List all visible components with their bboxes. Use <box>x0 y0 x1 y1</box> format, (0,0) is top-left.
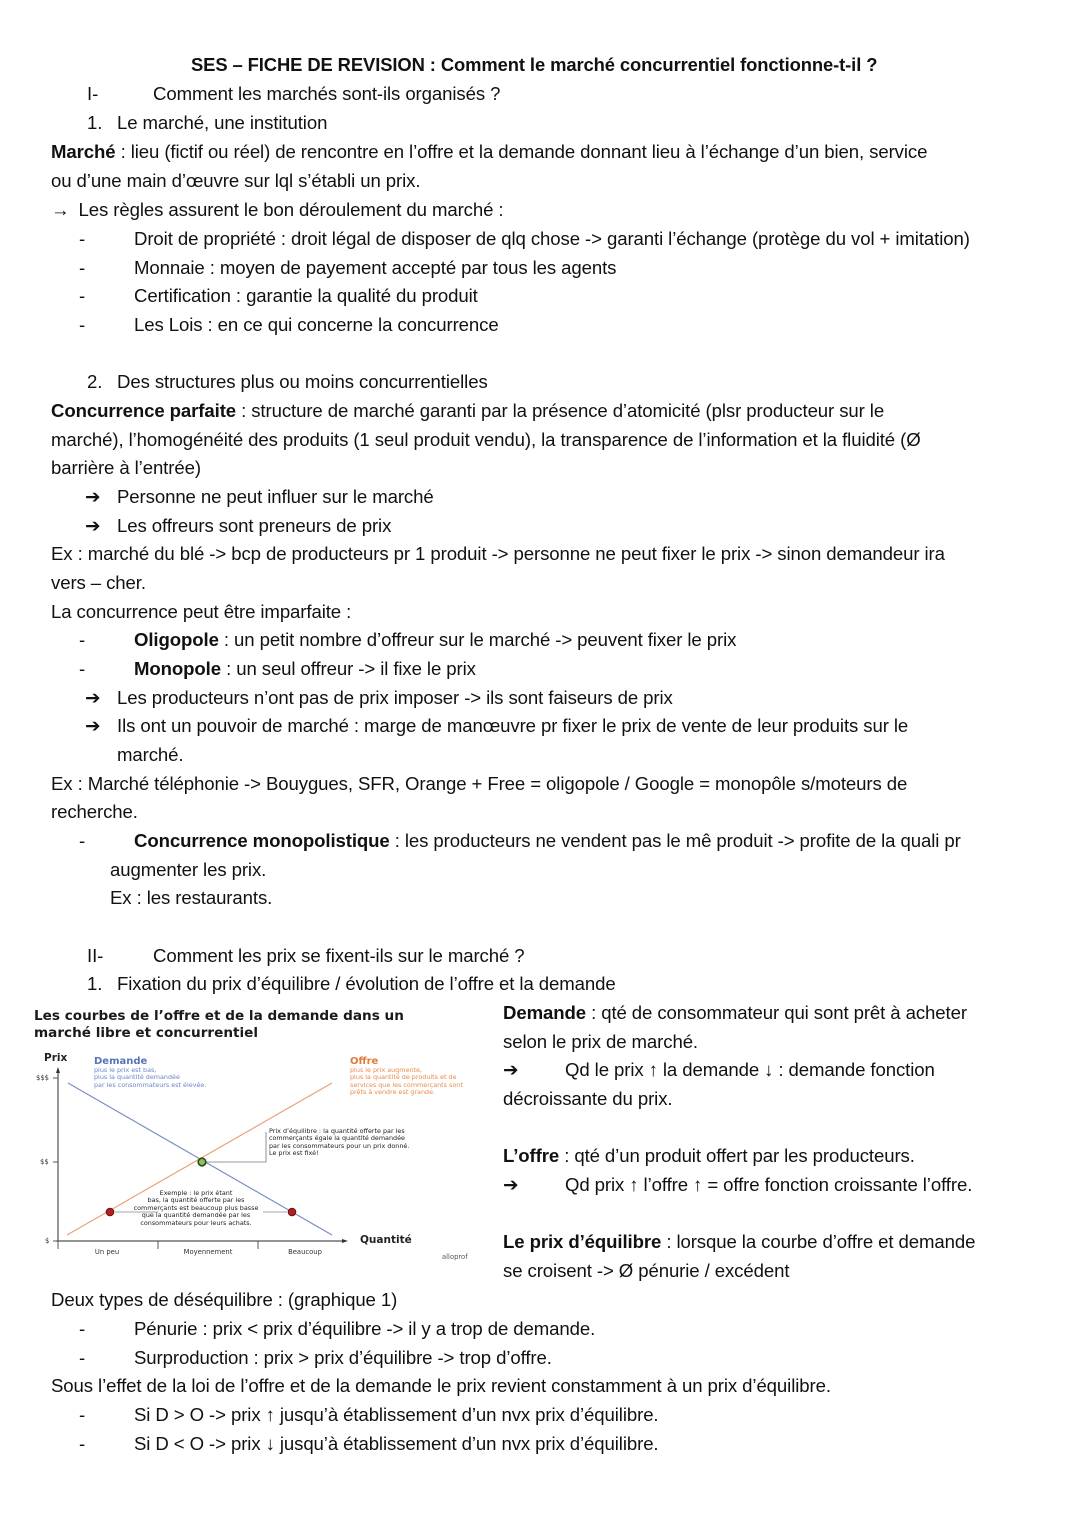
list-item: - Si D < O -> prix ↓ jusqu’à établissement d’un nvx prix d’équilibre. <box>79 1433 659 1454</box>
y-axis-label: Prix <box>44 1052 68 1064</box>
subsection-2-1-heading: 1. Fixation du prix d’équilibre / évolution de l’offre et la demande <box>87 973 616 994</box>
x-axis-label: Quantité <box>360 1234 412 1246</box>
rules-intro: → Les règles assurent le bon déroulement du marché : <box>51 199 504 220</box>
section-1-heading: I- Comment les marchés sont-ils organisés ? <box>87 83 501 104</box>
chart-source-logo: alloprof <box>442 1253 468 1261</box>
list-item: ➔ Les offreurs sont preneurs de prix <box>85 512 391 541</box>
list-item: - Surproduction : prix > prix d’équilibre -> trop d’offre. <box>79 1347 552 1368</box>
definition-prix-equilibre-cont: se croisent -> Ø pénurie / excédent <box>503 1260 790 1281</box>
definition-offre: L’offre : qté d’un produit offert par les producteurs. <box>503 1145 915 1166</box>
supply-demand-chart <box>30 1005 490 1265</box>
supply-legend: Offre plus le prix augmente, plus la quantité de produits et de services que les commerçants sont prêts à vendre est grande. <box>350 1056 463 1097</box>
equilibrium-annotation: Prix d’équilibre : la quantité offerte par les commerçants égale la quantité demandée par les consommateurs pour un prix donné. Le prix est fixé! <box>269 1127 410 1158</box>
list-item: - Concurrence monopolistique : les producteurs ne vendent pas le mê produit -> profite de la quali pr <box>79 830 961 851</box>
subsection-1-2-heading: 2. Des structures plus ou moins concurrentielles <box>87 371 488 392</box>
demand-legend: Demande plus le prix est bas, plus la quantité demandée par les consommateurs est élevée. <box>94 1056 207 1089</box>
demand-consequence-cont: décroissante du prix. <box>503 1088 673 1109</box>
demand-consequence: ➔ Qd le prix ↑ la demande ↓ : demande fonction <box>503 1056 935 1085</box>
definition-demande: Demande : qté de consommateur qui sont prêt à acheter <box>503 1002 967 1023</box>
list-item: - Monopole : un seul offreur -> il fixe le prix <box>79 658 476 679</box>
list-item: - Les Lois : en ce qui concerne la concurrence <box>79 314 499 335</box>
y-tick-label: $$ <box>40 1158 49 1166</box>
right-arrow-icon: ➔ <box>503 1174 519 1195</box>
example-telephonie-cont: recherche. <box>51 801 138 822</box>
example-restaurants: Ex : les restaurants. <box>110 887 273 908</box>
definition-marche: Marché : lieu (fictif ou réel) de rencontre en l’offre et la demande donnant lieu à l’échange d’un bien, service <box>51 141 928 162</box>
subsection-1-1-heading: 1. Le marché, une institution <box>87 112 328 133</box>
right-arrow-icon: ➔ <box>85 515 101 536</box>
y-tick-label: $$$ <box>36 1074 49 1082</box>
list-item: - Oligopole : un petit nombre d’offreur sur le marché -> peuvent fixer le prix <box>79 629 737 650</box>
list-item: - Pénurie : prix < prix d’équilibre -> il y a trop de demande. <box>79 1318 596 1339</box>
right-arrow-icon: ➔ <box>85 715 101 736</box>
list-item: - Si D > O -> prix ↑ jusqu’à établissement d’un nvx prix d’équilibre. <box>79 1404 659 1425</box>
definition-concurrence-parfaite-cont: marché), l’homogénéité des produits (1 seul produit vendu), la transparence de l’information et la fluidité (Ø <box>51 429 921 450</box>
y-tick-label: $ <box>45 1237 50 1245</box>
list-item: ➔ Ils ont un pouvoir de marché : marge de manœuvre pr fixer le prix de vente de leur produits sur le <box>85 712 908 741</box>
list-item: - Droit de propriété : droit légal de disposer de qlq chose -> garanti l’échange (protège du vol + imitation) <box>79 228 970 249</box>
example-ble-cont: vers – cher. <box>51 572 146 593</box>
x-tick-label: Un peu <box>94 1248 120 1256</box>
x-tick-label: Moyennement <box>183 1248 233 1256</box>
definition-concurrence-parfaite-cont: barrière à l’entrée) <box>51 457 201 478</box>
law-text: Sous l’effet de la loi de l’offre et de la demande le prix revient constamment à un prix d’équilibre. <box>51 1375 831 1396</box>
right-arrow-icon: ➔ <box>85 687 101 708</box>
list-item: ➔ Personne ne peut influer sur le marché <box>85 483 434 512</box>
page-title: SES – FICHE DE REVISION : Comment le marché concurrentiel fonctionne-t-il ? <box>191 54 878 75</box>
x-tick-label: Beaucoup <box>288 1248 322 1256</box>
definition-prix-equilibre: Le prix d’équilibre : lorsque la courbe d’offre et demande <box>503 1231 976 1252</box>
right-arrow-icon: ➔ <box>503 1059 519 1080</box>
right-arrow-icon: → <box>51 199 70 220</box>
imbalance-intro: Deux types de déséquilibre : (graphique 1) <box>51 1289 398 1310</box>
chart-title: Les courbes de l’offre et de la demande dans un marché libre et concurrentiel <box>34 1008 404 1041</box>
example-telephonie: Ex : Marché téléphonie -> Bouygues, SFR, Orange + Free = oligopole / Google = monopôle s/moteurs de <box>51 773 908 794</box>
list-item: - Certification : garantie la qualité du produit <box>79 285 478 306</box>
section-2-heading: II- Comment les prix se fixent-ils sur le marché ? <box>87 945 525 966</box>
imperfect-intro: La concurrence peut être imparfaite : <box>51 601 352 622</box>
list-item-cont: augmenter les prix. <box>110 859 267 880</box>
list-item: - Monnaie : moyen de payement accepté par tous les agents <box>79 257 617 278</box>
list-item-cont: marché. <box>117 744 184 765</box>
definition-marche-cont: ou d’une main d’œuvre sur lql s’établi un prix. <box>51 170 421 191</box>
definition-concurrence-parfaite: Concurrence parfaite : structure de marché garanti par la présence d’atomicité (plsr producteur sur le <box>51 400 885 421</box>
right-arrow-icon: ➔ <box>85 486 101 507</box>
example-annotation: Exemple : le prix étant bas, la quantité offerte par les commerçants est beaucoup plus basse que la quantité demandée par les consommateurs pour leurs achats. <box>133 1189 259 1227</box>
supply-consequence: ➔ Qd prix ↑ l’offre ↑ = offre fonction croissante l’offre. <box>503 1171 972 1200</box>
example-ble: Ex : marché du blé -> bcp de producteurs pr 1 produit -> personne ne peut fixer le prix -> sinon demandeur ira <box>51 543 945 564</box>
list-item: ➔ Les producteurs n’ont pas de prix imposer -> ils sont faiseurs de prix <box>85 684 673 713</box>
definition-demande-cont: selon le prix de marché. <box>503 1031 698 1052</box>
